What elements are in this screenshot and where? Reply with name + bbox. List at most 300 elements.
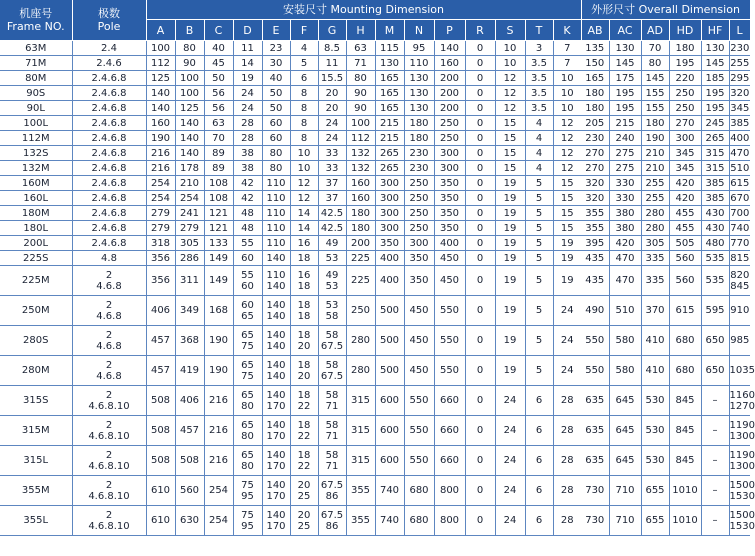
cell-c: 190 [204, 356, 233, 386]
cell-t: 3.5 [525, 56, 553, 71]
column-header-a: A [146, 20, 175, 41]
cell-h: 160 [346, 191, 375, 206]
column-header-hd: HD [669, 20, 701, 41]
cell-hf: 535 [701, 251, 729, 266]
cell-p: 250 [434, 116, 465, 131]
cell-value: 75 [241, 370, 254, 382]
cell-b: 406 [175, 386, 204, 416]
column-header-ac: AC [609, 20, 641, 41]
cell-s: 12 [495, 101, 525, 116]
cell-p: 350 [434, 221, 465, 236]
cell-k: 19 [553, 266, 581, 296]
cell-g [318, 386, 346, 416]
cell-b: 140 [175, 131, 204, 146]
cell-n: 180 [404, 116, 434, 131]
cell-value: 65 [241, 310, 254, 322]
cell-r: 0 [465, 251, 495, 266]
cell-g [318, 356, 346, 386]
cell-c: 149 [204, 266, 233, 296]
cell-c: 121 [204, 221, 233, 236]
column-header-p: P [434, 20, 465, 41]
cell-d: 55 [233, 236, 262, 251]
cell-value: 65 [241, 359, 254, 371]
cell-d: 24 [233, 101, 262, 116]
frame-cell: 225S [0, 251, 72, 266]
cell-m: 600 [375, 416, 404, 446]
cell-value: 1300 [729, 460, 755, 472]
cell-p: 200 [434, 86, 465, 101]
cell-l [729, 416, 755, 446]
cell-hf: – [701, 476, 729, 506]
cell-p: 800 [434, 506, 465, 536]
cell-e: 23 [262, 41, 290, 56]
cell-c: 89 [204, 146, 233, 161]
cell-b: 90 [175, 56, 204, 71]
mounting-dimension-header: 安装尺寸 Mounting Dimension [146, 0, 581, 20]
cell-p: 660 [434, 446, 465, 476]
cell-n: 130 [404, 86, 434, 101]
cell-f [290, 326, 318, 356]
cell-p: 200 [434, 101, 465, 116]
cell-n: 450 [404, 296, 434, 326]
table-row [0, 41, 750, 56]
cell-c: 168 [204, 296, 233, 326]
cell-hd: 455 [669, 206, 701, 221]
table-row [0, 386, 750, 416]
cell-hf: 430 [701, 221, 729, 236]
cell-g [318, 506, 346, 536]
cell-ab: 205 [581, 116, 609, 131]
cell-value: 58 [325, 449, 339, 461]
cell-t: 5 [525, 206, 553, 221]
cell-r: 0 [465, 101, 495, 116]
cell-ac: 215 [609, 116, 641, 131]
cell-value: 1530 [729, 490, 755, 502]
cell-n: 450 [404, 326, 434, 356]
cell-hf: 185 [701, 71, 729, 86]
cell-value: 95 [241, 490, 254, 502]
cell-hf: – [701, 506, 729, 536]
table-body [0, 41, 755, 536]
cell-k: 15 [553, 221, 581, 236]
cell-r: 0 [465, 386, 495, 416]
cell-h: 355 [346, 506, 375, 536]
cell-f [290, 266, 318, 296]
cell-ad: 255 [641, 191, 669, 206]
cell-p: 450 [434, 266, 465, 296]
cell-r: 0 [465, 476, 495, 506]
cell-e: 40 [262, 71, 290, 86]
cell-value: 49 [325, 269, 339, 281]
cell-value: 18 [297, 419, 311, 431]
cell-value: 16 [297, 269, 311, 281]
cell-ab: 730 [581, 476, 609, 506]
cell-ad: 655 [641, 476, 669, 506]
cell-b: 100 [175, 86, 204, 101]
cell-n: 95 [404, 41, 434, 56]
cell-a: 279 [146, 206, 175, 221]
cell-r: 0 [465, 221, 495, 236]
cell-h: 180 [346, 206, 375, 221]
cell-s: 19 [495, 266, 525, 296]
cell-ac: 645 [609, 446, 641, 476]
cell-f [290, 386, 318, 416]
cell-b: 560 [175, 476, 204, 506]
cell-value: 140 [266, 419, 286, 431]
cell-s: 15 [495, 146, 525, 161]
cell-ac: 645 [609, 386, 641, 416]
cell-a: 100 [146, 41, 175, 56]
cell-value: 53 [325, 299, 339, 311]
cell-h: 132 [346, 146, 375, 161]
cell-hd: 615 [669, 296, 701, 326]
cell-value: 75 [241, 479, 254, 491]
cell-p: 400 [434, 236, 465, 251]
cell-ab: 230 [581, 131, 609, 146]
cell-k: 24 [553, 356, 581, 386]
cell-ad: 180 [641, 116, 669, 131]
cell-h: 315 [346, 386, 375, 416]
cell-ac: 275 [609, 161, 641, 176]
cell-g: 11 [318, 56, 346, 71]
cell-ad: 210 [641, 161, 669, 176]
cell-hd: 845 [669, 416, 701, 446]
cell-b: 311 [175, 266, 204, 296]
cell-f [290, 356, 318, 386]
cell-value: 1530 [729, 520, 755, 532]
cell-value: 18 [297, 299, 311, 311]
cell-hf: 195 [701, 86, 729, 101]
cell-value: 170 [266, 460, 286, 472]
cell-value: 86 [325, 520, 339, 532]
cell-d: 38 [233, 161, 262, 176]
cell-a: 254 [146, 191, 175, 206]
cell-k: 19 [553, 251, 581, 266]
cell-hf: 385 [701, 191, 729, 206]
cell-m: 600 [375, 446, 404, 476]
cell-ac: 175 [609, 71, 641, 86]
cell-h: 200 [346, 236, 375, 251]
cell-ad: 305 [641, 236, 669, 251]
cell-g: 49 [318, 236, 346, 251]
table-row [0, 326, 750, 356]
cell-n: 230 [404, 146, 434, 161]
cell-h: 355 [346, 476, 375, 506]
cell-k: 15 [553, 191, 581, 206]
cell-ab: 270 [581, 146, 609, 161]
cell-t: 5 [525, 356, 553, 386]
table-row [0, 101, 750, 116]
pole-value: 4.6.8.10 [88, 520, 130, 532]
cell-ac: 240 [609, 131, 641, 146]
cell-n: 230 [404, 161, 434, 176]
cell-s: 19 [495, 221, 525, 236]
cell-f: 8 [290, 86, 318, 101]
cell-l: 345 [730, 102, 750, 114]
cell-value: 1270 [729, 400, 755, 412]
cell-m: 265 [375, 161, 404, 176]
column-header-s: S [495, 20, 525, 41]
cell-g: 37 [318, 191, 346, 206]
cell-hf: 315 [701, 146, 729, 161]
pole-value: 4.6.8 [96, 340, 122, 352]
cell-b: 286 [175, 251, 204, 266]
cell-hd: 180 [669, 41, 701, 56]
cell-m: 165 [375, 101, 404, 116]
cell-ab: 150 [581, 56, 609, 71]
frame-cell: 160L [0, 191, 72, 206]
cell-p: 250 [434, 131, 465, 146]
cell-m: 215 [375, 131, 404, 146]
cell-e: 110 [262, 191, 290, 206]
cell-g: 20 [318, 101, 346, 116]
cell-n: 250 [404, 206, 434, 221]
cell-n: 550 [404, 386, 434, 416]
cell-m: 500 [375, 326, 404, 356]
cell-value: 86 [325, 490, 339, 502]
cell-value: 67.5 [320, 479, 344, 491]
cell-ab: 490 [581, 296, 609, 326]
cell-ab: 550 [581, 326, 609, 356]
cell-d: 28 [233, 131, 262, 146]
pole-cell [72, 506, 146, 536]
cell-s: 19 [495, 236, 525, 251]
cell-p: 350 [434, 206, 465, 221]
column-header-k: K [553, 20, 581, 41]
frame-cell: 315L [0, 446, 72, 476]
cell-e [262, 266, 290, 296]
pole-value: 2 [105, 419, 113, 431]
table-row [0, 176, 750, 191]
cell-value: 140 [266, 449, 286, 461]
pole-header [72, 0, 146, 41]
cell-ad: 80 [641, 56, 669, 71]
cell-b: 100 [175, 71, 204, 86]
cell-d: 38 [233, 146, 262, 161]
cell-value: 18 [297, 280, 311, 292]
frame-cell: 112M [0, 131, 72, 146]
cell-value: 20 [297, 340, 311, 352]
frame-header-cn: 机座号 [19, 7, 53, 20]
cell-e: 50 [262, 86, 290, 101]
cell-value: 18 [297, 389, 311, 401]
cell-k: 12 [553, 131, 581, 146]
cell-p: 350 [434, 176, 465, 191]
cell-t: 5 [525, 266, 553, 296]
cell-d: 48 [233, 206, 262, 221]
cell-f: 4 [290, 41, 318, 56]
cell-p: 200 [434, 71, 465, 86]
table-header [0, 0, 750, 41]
cell-k: 12 [553, 146, 581, 161]
cell-c: 108 [204, 191, 233, 206]
cell-f [290, 476, 318, 506]
frame-cell: 225M [0, 266, 72, 296]
cell-a: 216 [146, 161, 175, 176]
cell-k: 10 [553, 71, 581, 86]
cell-hd: 300 [669, 131, 701, 146]
table-row [0, 446, 750, 476]
cell-n: 180 [404, 131, 434, 146]
cell-d: 24 [233, 86, 262, 101]
cell-k: 28 [553, 446, 581, 476]
column-header-g: G [318, 20, 346, 41]
cell-t: 6 [525, 476, 553, 506]
cell-ad: 255 [641, 176, 669, 191]
cell-s: 12 [495, 86, 525, 101]
pole-value: 4.6.8 [96, 370, 122, 382]
cell-value: 1190 [729, 419, 755, 431]
cell-ac: 580 [609, 326, 641, 356]
cell-m: 165 [375, 86, 404, 101]
table-row [0, 251, 750, 266]
cell-g [318, 446, 346, 476]
cell-k: 28 [553, 416, 581, 446]
cell-d: 42 [233, 191, 262, 206]
cell-d [233, 326, 262, 356]
column-header-hf: HF [701, 20, 729, 41]
pole-value: 2 [105, 359, 113, 371]
cell-hf: 145 [701, 56, 729, 71]
pole-value: 2 [105, 329, 113, 341]
cell-c: 133 [204, 236, 233, 251]
cell-value: 20 [297, 479, 311, 491]
cell-s: 24 [495, 416, 525, 446]
cell-ab: 270 [581, 161, 609, 176]
cell-d [233, 506, 262, 536]
cell-ac: 470 [609, 251, 641, 266]
cell-h: 315 [346, 446, 375, 476]
cell-m: 600 [375, 386, 404, 416]
column-header-t: T [525, 20, 553, 41]
pole-header-cn: 极数 [98, 7, 120, 20]
cell-s: 10 [495, 56, 525, 71]
cell-m: 215 [375, 116, 404, 131]
cell-value: 65 [241, 329, 254, 341]
cell-hd: 345 [669, 161, 701, 176]
cell-p: 550 [434, 326, 465, 356]
cell-hf: 385 [701, 176, 729, 191]
cell-e: 60 [262, 116, 290, 131]
cell-ab: 550 [581, 356, 609, 386]
cell-b: 508 [175, 446, 204, 476]
cell-k: 12 [553, 161, 581, 176]
cell-f: 5 [290, 56, 318, 71]
cell-p: 300 [434, 146, 465, 161]
cell-f: 10 [290, 146, 318, 161]
cell-h: 132 [346, 161, 375, 176]
cell-hf: 195 [701, 101, 729, 116]
cell-t: 3 [525, 41, 553, 56]
cell-s: 24 [495, 446, 525, 476]
cell-value: 58 [325, 310, 339, 322]
cell-value: 58 [325, 359, 339, 371]
cell-ac: 380 [609, 206, 641, 221]
pole-value: 2 [105, 509, 113, 521]
cell-g: 8.5 [318, 41, 346, 56]
cell-l: 510 [730, 162, 750, 174]
cell-s: 24 [495, 476, 525, 506]
cell-s: 15 [495, 131, 525, 146]
cell-r: 0 [465, 266, 495, 296]
cell-h: 100 [346, 116, 375, 131]
cell-t: 4 [525, 161, 553, 176]
cell-value: 67.5 [320, 340, 344, 352]
cell-c: 216 [204, 416, 233, 446]
cell-value: 170 [266, 400, 286, 412]
cell-r: 0 [465, 56, 495, 71]
column-header-r: R [465, 20, 495, 41]
cell-k: 28 [553, 476, 581, 506]
cell-k: 15 [553, 206, 581, 221]
cell-hf: – [701, 416, 729, 446]
column-header-b: B [175, 20, 204, 41]
cell-ab: 135 [581, 41, 609, 56]
cell-hd: 560 [669, 266, 701, 296]
cell-r: 0 [465, 446, 495, 476]
pole-cell: 2.4 [72, 41, 146, 56]
column-header-d: D [233, 20, 262, 41]
cell-value: 22 [297, 400, 311, 412]
cell-f [290, 296, 318, 326]
cell-ac: 380 [609, 221, 641, 236]
cell-value: 845 [730, 280, 750, 292]
cell-n: 350 [404, 266, 434, 296]
frame-cell: 180M [0, 206, 72, 221]
column-header-l: L [729, 20, 750, 41]
cell-ab: 435 [581, 266, 609, 296]
cell-m: 500 [375, 296, 404, 326]
pole-cell [72, 416, 146, 446]
cell-h: 315 [346, 416, 375, 446]
cell-ac: 645 [609, 416, 641, 446]
cell-value: 58 [325, 419, 339, 431]
cell-hd: 505 [669, 236, 701, 251]
cell-d [233, 476, 262, 506]
cell-hd: 680 [669, 356, 701, 386]
cell-p: 350 [434, 191, 465, 206]
cell-ac: 580 [609, 356, 641, 386]
cell-b: 630 [175, 506, 204, 536]
cell-a: 508 [146, 446, 175, 476]
cell-r: 0 [465, 176, 495, 191]
cell-ab: 355 [581, 206, 609, 221]
cell-d [233, 356, 262, 386]
cell-ac: 130 [609, 41, 641, 56]
cell-g: 37 [318, 176, 346, 191]
pole-cell [72, 326, 146, 356]
pole-value: 4.6.8 [96, 310, 122, 322]
pole-cell: 2.4.6.8 [72, 116, 146, 131]
cell-p: 660 [434, 416, 465, 446]
cell-value: 65 [241, 449, 254, 461]
cell-p: 550 [434, 296, 465, 326]
cell-hd: 455 [669, 221, 701, 236]
cell-hf: 480 [701, 236, 729, 251]
cell-b: 210 [175, 176, 204, 191]
cell-t: 3.5 [525, 101, 553, 116]
cell-value: 140 [266, 509, 286, 521]
pole-cell: 2.4.6 [72, 56, 146, 71]
cell-k: 28 [553, 506, 581, 536]
cell-ab: 165 [581, 71, 609, 86]
frame-cell: 315M [0, 416, 72, 446]
cell-c: 45 [204, 56, 233, 71]
pole-cell [72, 356, 146, 386]
pole-cell [72, 266, 146, 296]
cell-a: 125 [146, 71, 175, 86]
cell-r: 0 [465, 131, 495, 146]
